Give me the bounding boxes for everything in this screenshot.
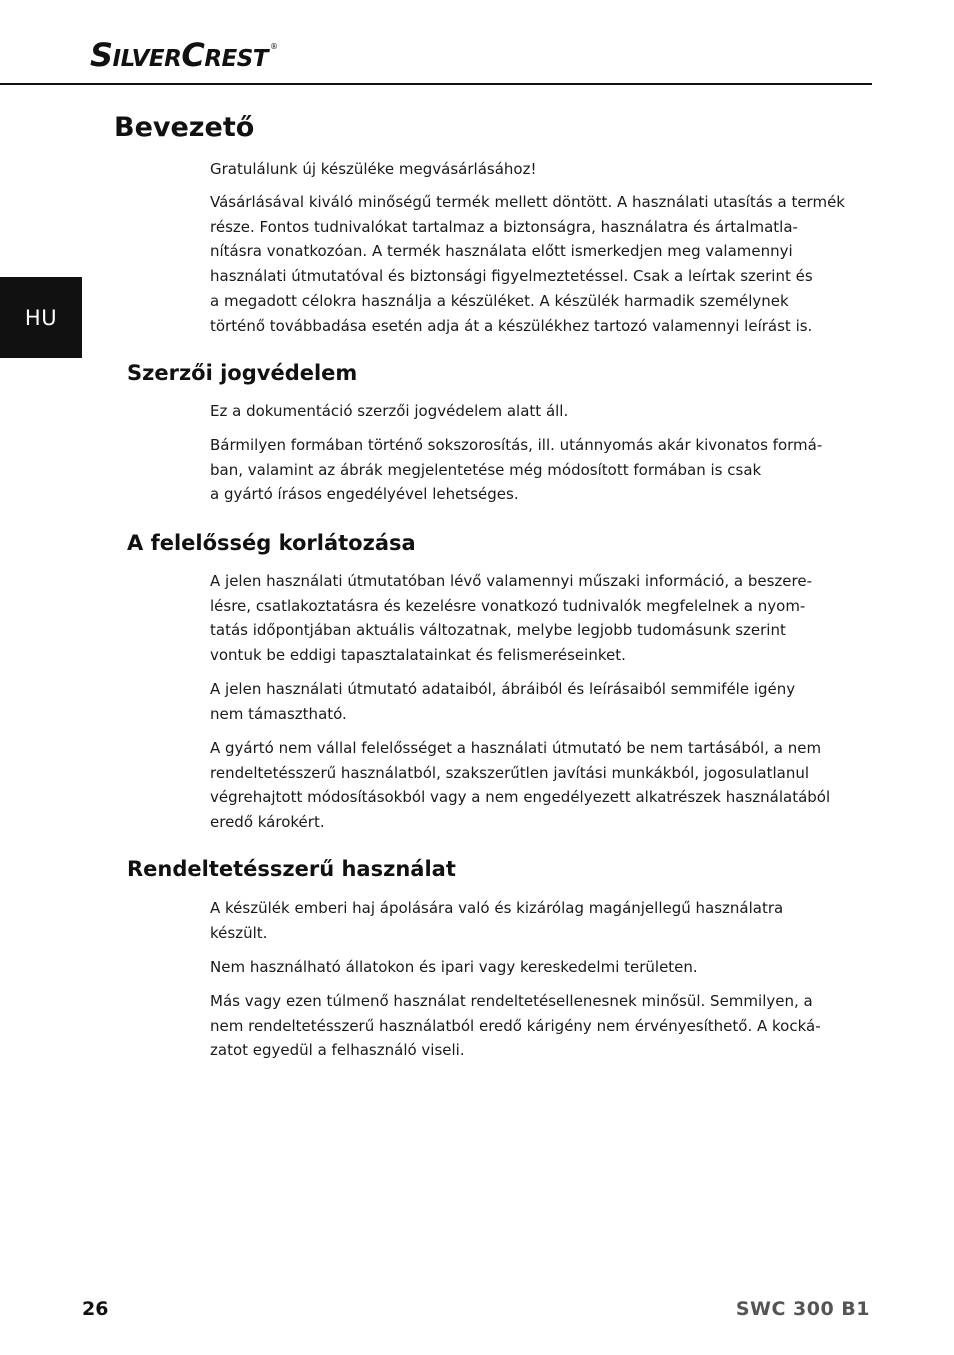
liability-paragraph-2: A jelen használati útmutató adataiból, ábráiból és leírásaiból semmiféle igény nem támasztható. [210, 680, 796, 723]
intro-paragraph-2: Vásárlásával kiváló minőségű termék mellett döntött. A használati utasítás a termék része. Fontos tudnivalókat tartalmaz a biztonságra, használatra és ártalmatla- nításra vonatkozóan. A termék használata előtt ismerkedjen meg valamennyi használati útmutatóval és biztonsági figyelmeztetéssel. Csak a leírtak szerint és a megadott célokra használja a készüléket. A készülék harmadik személynek történő továbbadása esetén adja át a készülékhez tartozó valamennyi leírást is. [210, 193, 845, 335]
registered-mark: ® [270, 42, 278, 51]
model-number: SWC 300 B1 [735, 1298, 870, 1320]
section-heading-copyright: Szerzői jogvédelem [127, 361, 358, 385]
intended-use-paragraph-3: Más vagy ezen túlmenő használat rendeltetésellenesnek minősül. Semmilyen, a nem rendeltetésszerű használatból eredő kárigény nem érvényesíthető. A kocká- zatot egyedül a felhasználó viseli. [210, 992, 821, 1060]
silvercrest-logo: SILVERCREST ® [90, 36, 278, 74]
intended-use-paragraph-1: A készülék emberi haj ápolására való és kizárólag magánjellegű használatra készült. [210, 899, 784, 942]
section-heading-liability: A felelősség korlátozása [127, 531, 416, 555]
liability-paragraph-3: A gyártó nem vállal felelősséget a használati útmutató be nem tartásából, a nem rendeltetésszerű használatból, szakszerűtlen javítási munkákból, jogosulatlanul végrehajtott módosításokból vagy a nem engedélyezett alkatrészek használatából eredő károkért. [210, 739, 831, 832]
language-tab-label: HU [24, 305, 58, 330]
language-tab [0, 277, 82, 358]
header-divider [0, 83, 872, 85]
intended-use-paragraph-2: Nem használható állatokon és ipari vagy kereskedelmi területen. [210, 958, 698, 976]
intro-paragraph-1: Gratulálunk új készüléke megvásárlásához! [210, 160, 537, 178]
page-number: 26 [82, 1298, 109, 1320]
section-heading-intended-use: Rendeltetésszerű használat [127, 857, 456, 881]
page-title: Bevezető [114, 112, 255, 143]
copyright-paragraph-1: Ez a dokumentáció szerzői jogvédelem alatt áll. [210, 402, 569, 420]
liability-paragraph-1: A jelen használati útmutatóban lévő valamennyi műszaki információ, a beszere- lésre, csatlakoztatásra és kezelésre vonatkozó tudnivalók megfelelnek a nyom- tatás időpontjában aktuális változatnak, melybe legjobb tudomásunk szerint vontuk be eddigi tapasztalatainkat és felismeréseinket. [210, 572, 812, 665]
copyright-paragraph-2: Bármilyen formában történő sokszorosítás, ill. utánnyomás akár kivonatos formá- ban, valamint az ábrák megjelentetése még módosított formában is csak a gyártó írásos engedélyével lehetséges. [210, 436, 823, 504]
